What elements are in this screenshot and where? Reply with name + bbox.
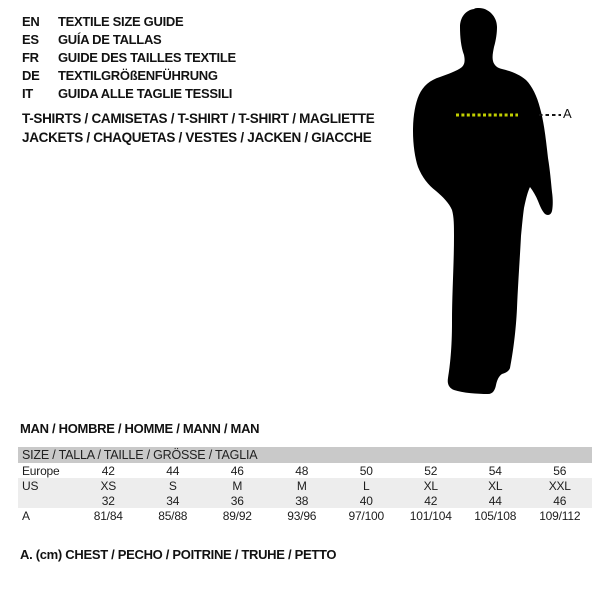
language-row-it	[22, 85, 236, 103]
category-line-tshirts: T-SHIRTS / CAMISETAS / T-SHIRT / T-SHIRT / MAGLIETTE	[22, 111, 375, 126]
size-cell: XS	[76, 478, 141, 493]
language-code: ES	[22, 32, 39, 47]
size-cell: 50	[359, 463, 373, 478]
size-table-header-row	[18, 447, 592, 463]
row-label: A	[22, 508, 30, 523]
size-cell: 105/108	[474, 508, 517, 523]
size-cell: 36	[205, 493, 270, 508]
size-cell: 44	[463, 493, 528, 508]
measurement-footnote: A. (cm) CHEST / PECHO / POITRINE / TRUHE / PETTO	[20, 547, 337, 562]
size-cell: 46	[528, 493, 593, 508]
size-cell: L	[334, 478, 399, 493]
size-cell: 109/112	[539, 508, 581, 523]
size-cell: 85/88	[158, 508, 188, 523]
table-row-europe	[18, 463, 592, 478]
size-cell: 44	[166, 463, 180, 478]
size-cell: 101/104	[409, 508, 452, 523]
garment-categories	[22, 109, 374, 147]
table-row-a-chest	[18, 508, 592, 523]
language-code: DE	[22, 68, 40, 83]
language-row-es	[22, 31, 236, 49]
size-cell: XL	[463, 478, 528, 493]
language-label: GUÍA DE TALLAS	[58, 32, 162, 47]
size-cell: 40	[334, 493, 399, 508]
language-row-de	[22, 67, 236, 85]
size-cell: 81/84	[93, 508, 123, 523]
size-cell: M	[270, 478, 335, 493]
size-cell: 42	[101, 463, 115, 478]
language-label: GUIDA ALLE TAGLIE TESSILI	[58, 86, 233, 101]
language-row-fr	[22, 49, 236, 67]
language-code: IT	[22, 86, 33, 101]
category-line-jackets: JACKETS / CHAQUETAS / VESTES / JACKEN / GIACCHE	[22, 130, 372, 145]
language-label: TEXTILE SIZE GUIDE	[58, 14, 184, 29]
size-table-header: SIZE / TALLA / TAILLE / GRÖSSE / TAGLIA	[18, 447, 592, 463]
size-cell: 38	[270, 493, 335, 508]
size-cell: 97/100	[348, 508, 384, 523]
row-label: US	[18, 478, 76, 493]
size-cell: S	[141, 478, 206, 493]
language-row-en	[22, 13, 236, 31]
size-cell: 34	[141, 493, 206, 508]
man-silhouette-figure	[390, 0, 575, 405]
language-code: FR	[22, 50, 39, 65]
row-label	[18, 493, 76, 508]
size-cell: 52	[424, 463, 438, 478]
size-cell: M	[205, 478, 270, 493]
man-silhouette	[413, 8, 553, 394]
gender-heading: MAN / HOMBRE / HOMME / MANN / MAN	[20, 421, 260, 436]
language-legend	[22, 13, 236, 103]
size-cell: 46	[230, 463, 244, 478]
size-cell: XXL	[528, 478, 593, 493]
size-cell: 42	[399, 493, 464, 508]
language-label: TEXTILGRÖßENFÜHRUNG	[58, 68, 218, 83]
table-row-numeric	[18, 493, 592, 508]
row-label: Europe	[22, 463, 60, 478]
size-cell: 54	[488, 463, 502, 478]
size-cell: 56	[553, 463, 567, 478]
language-label: GUIDE DES TAILLES TEXTILE	[58, 50, 236, 65]
table-row-us	[18, 478, 592, 493]
size-cell: 93/96	[287, 508, 317, 523]
size-cell: XL	[399, 478, 464, 493]
size-cell: 48	[295, 463, 309, 478]
language-code: EN	[22, 14, 40, 29]
size-cell: 89/92	[222, 508, 252, 523]
measurement-a-label: A	[563, 106, 572, 121]
size-table	[18, 447, 592, 523]
size-cell: 32	[76, 493, 141, 508]
